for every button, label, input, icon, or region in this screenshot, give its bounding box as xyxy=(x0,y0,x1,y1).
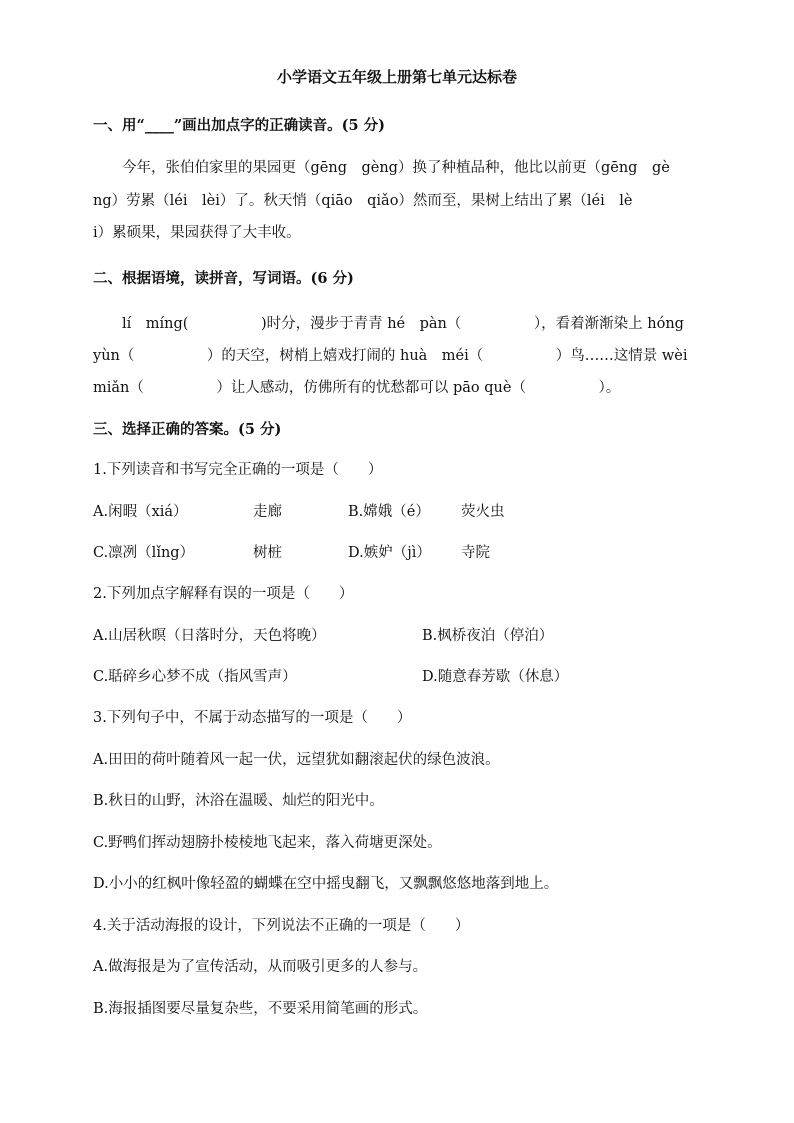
q1-option-b-word: 荧火虫 xyxy=(461,504,505,520)
q1-option-d: D.嫉妒（jì） xyxy=(348,545,431,561)
q2-option-d: D.随意春芳歇（休息） xyxy=(422,669,569,685)
section2-heading: 二、根据语境，读拼音，写词语。(6 分) xyxy=(93,270,354,287)
q1-option-d-word: 寺院 xyxy=(461,545,490,561)
q1-option-a-word: 走廊 xyxy=(253,504,282,520)
q2-option-a: A.山居秋暝（日落时分，天色将晚） xyxy=(93,628,326,644)
section2-line-1: lí míng( )时分，漫步于青青 hé pàn（ ），看着渐渐染上 hóng xyxy=(122,316,684,332)
q4-stem: 4.关于活动海报的设计，下列说法不正确的一项是（ ） xyxy=(93,918,470,934)
section1-line-1: 今年，张伯伯家里的果园更（gēng gèng）换了种植品种，他比以前更（gēng gè xyxy=(122,160,670,176)
q2-stem: 2.下列加点字解释有误的一项是（ ） xyxy=(93,586,354,602)
section1-line-3: i）累硕果，果园获得了大丰收。 xyxy=(93,225,301,241)
page-title: 小学语文五年级上册第七单元达标卷 xyxy=(276,68,517,86)
section2-line-2: yùn（ ）的天空，树梢上嬉戏打闹的 huà méi（ ）鸟……这情景 wèi xyxy=(93,348,688,364)
q4-option-a: A.做海报是为了宣传活动，从而吸引更多的人参与。 xyxy=(93,959,428,975)
q3-option-c: C.野鸭们挥动翅膀扑棱棱地飞起来，落入荷塘更深处。 xyxy=(93,835,442,851)
q1-option-b: B.嫦娥（é） xyxy=(348,504,430,520)
q1-stem: 1.下列读音和书写完全正确的一项是（ ） xyxy=(93,462,383,478)
q3-option-d: D.小小的红枫叶像轻盈的蝴蝶在空中摇曳翻飞，又飘飘悠悠地落到地上。 xyxy=(93,876,559,892)
section1-line-2: ng）劳累（léi lèi）了。秋天悄（qiāo qiǎo）然而至，果树上结出了累（léi lè xyxy=(93,193,633,209)
section1-heading: 一、用“____”画出加点字的正确读音。(5 分) xyxy=(93,117,386,134)
section3-heading: 三、选择正确的答案。(5 分) xyxy=(93,421,282,438)
q2-option-b: B.枫桥夜泊（停泊） xyxy=(422,628,554,644)
q1-option-a: A.闲暇（xiá） xyxy=(93,504,188,520)
q1-option-c-word: 树桩 xyxy=(253,545,282,561)
q3-option-a: A.田田的荷叶随着风一起一伏，远望犹如翻滚起伏的绿色波浪。 xyxy=(93,752,500,768)
q2-option-c: C.聒碎乡心梦不成（指风雪声） xyxy=(93,669,297,685)
q1-option-c: C.凛冽（lǐng） xyxy=(93,545,195,561)
q3-stem: 3.下列句子中，不属于动态描写的一项是（ ） xyxy=(93,710,412,726)
q3-option-b: B.秋日的山野，沐浴在温暖、灿烂的阳光中。 xyxy=(93,793,384,809)
q4-option-b: B.海报插图要尽量复杂些，不要采用简笔画的形式。 xyxy=(93,1001,428,1017)
section2-line-3: miǎn（ ）让人感动，仿佛所有的忧愁都可以 pāo què（ ）。 xyxy=(93,380,621,396)
